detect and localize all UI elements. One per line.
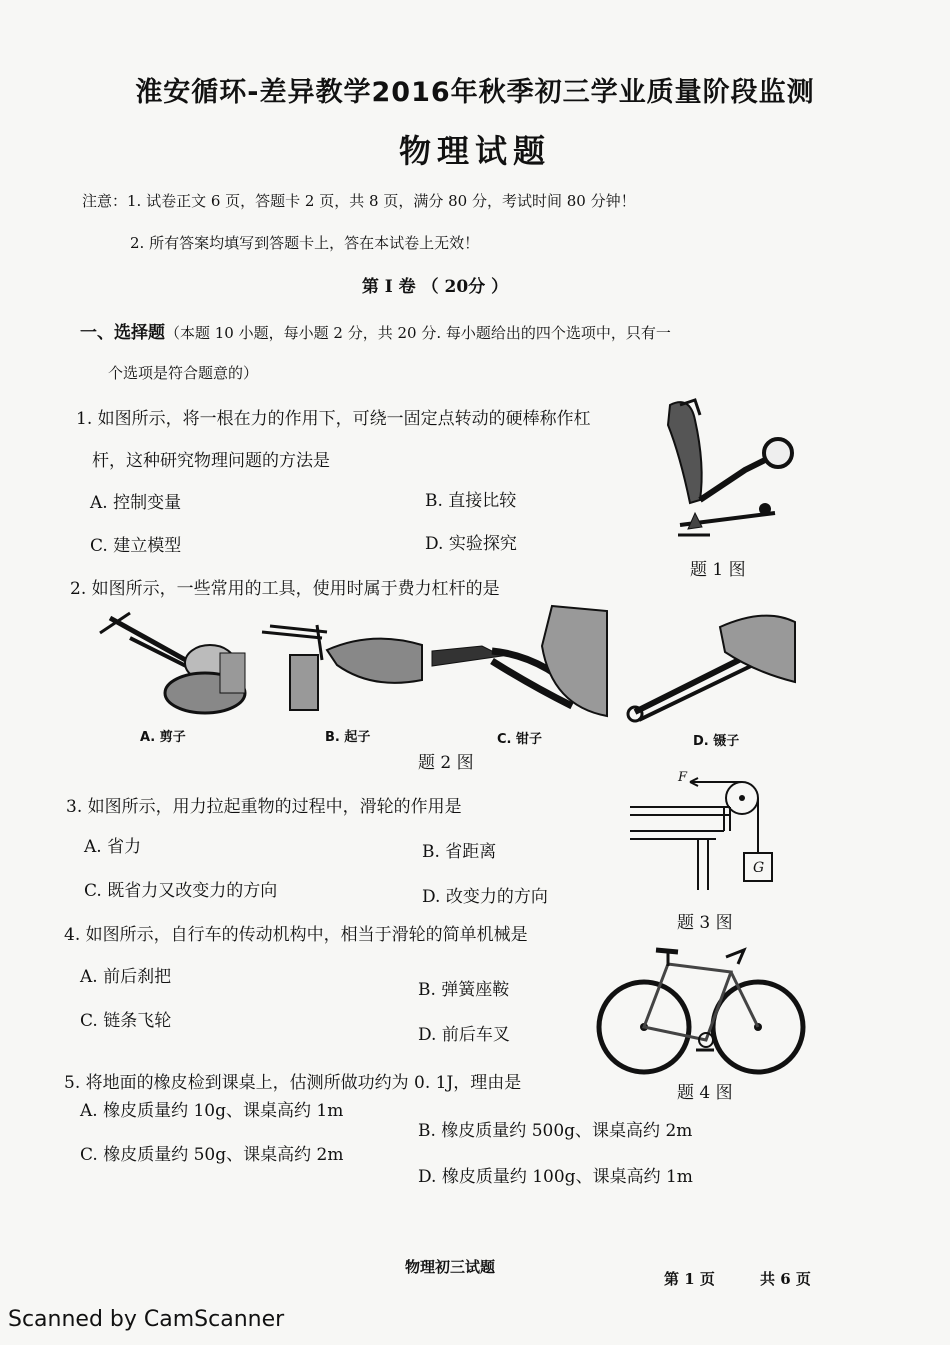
q2-label-b: B. 起子 <box>325 730 371 745</box>
q3-option-b: B. 省距离 <box>422 842 497 862</box>
q2-pliers-figure <box>432 606 612 721</box>
footer-total: 共 6 页 <box>760 1270 811 1288</box>
q1-arm-lever-figure <box>650 395 800 545</box>
q1-option-a: A. 控制变量 <box>90 493 182 513</box>
section-desc-1: （本题 10 小题，每小题 2 分，共 20 分. 每小题给出的四个选项中，只有一 <box>165 324 671 342</box>
q3-option-c: C. 既省力又改变力的方向 <box>84 881 278 901</box>
q4-stem: 4. 如图所示，自行车的传动机构中，相当于滑轮的简单机械是 <box>64 925 528 945</box>
q1-stem-1: 1. 如图所示，将一根在力的作用下，可绕一固定点转动的硬棒称作杠 <box>76 409 591 429</box>
q5-option-c: C. 橡皮质量约 50g、课桌高约 2m <box>80 1145 344 1165</box>
q4-option-a: A. 前后刹把 <box>80 967 172 987</box>
exam-subtitle: 物理试题 <box>398 132 551 170</box>
q5-option-a: A. 橡皮质量约 10g、课桌高约 1m <box>80 1101 344 1121</box>
q3-option-d: D. 改变力的方向 <box>422 887 548 907</box>
q5-stem: 5. 将地面的橡皮检到课桌上，估测所做功约为 0. 1J，理由是 <box>64 1073 522 1093</box>
q1-option-d: D. 实验探究 <box>425 534 517 554</box>
q2-stem: 2. 如图所示，一些常用的工具，使用时属于费力杠杆的是 <box>70 579 500 599</box>
note-line-2: 2. 所有答案均填写到答题卡上，答在本试卷上无效！ <box>130 234 480 252</box>
part-heading: 第 I 卷 （ 20分 ） <box>361 277 509 297</box>
section-title: 一、选择题 <box>80 323 165 343</box>
footer-subject: 物理初三试题 <box>405 1258 496 1276</box>
q2-label-c: C. 钳子 <box>497 732 543 747</box>
q3-stem: 3. 如图所示，用力拉起重物的过程中，滑轮的作用是 <box>66 797 462 817</box>
q4-option-d: D. 前后车叉 <box>418 1025 510 1045</box>
q5-option-b: B. 橡皮质量约 500g、课桌高约 2m <box>418 1121 693 1141</box>
q4-figure-caption: 题 4 图 <box>677 1083 733 1103</box>
q2-scissors-figure <box>90 608 250 718</box>
q1-figure-caption: 题 1 图 <box>690 560 746 580</box>
q1-stem-2: 杆，这种研究物理问题的方法是 <box>92 451 330 471</box>
q3-weight-label: G <box>753 860 765 876</box>
q1-option-b: B. 直接比较 <box>425 491 517 511</box>
q3-force-label: F <box>678 770 688 785</box>
footer-page: 第 1 页 <box>664 1270 715 1288</box>
q2-tweezers-figure <box>625 612 800 722</box>
q3-figure-caption: 题 3 图 <box>677 913 733 933</box>
q2-bottle-opener-figure <box>262 620 427 715</box>
q3-option-a: A. 省力 <box>84 837 142 857</box>
section-desc-2: 个选项是符合题意的） <box>108 364 259 382</box>
q4-option-b: B. 弹簧座鞍 <box>418 980 510 1000</box>
note-line-1: 注意：1. 试卷正文 6 页，答题卡 2 页，共 8 页，满分 80 分，考试时间 80 分钟！ <box>82 192 636 210</box>
q1-option-c: C. 建立模型 <box>90 536 182 556</box>
exam-title: 淮安循环-差异教学2016年秋季初三学业质量阶段监测 <box>135 77 815 108</box>
q2-label-a: A. 剪子 <box>140 730 186 745</box>
q4-bicycle-figure <box>596 942 806 1077</box>
q5-option-d: D. 橡皮质量约 100g、课桌高约 1m <box>418 1167 693 1187</box>
q4-option-c: C. 链条飞轮 <box>80 1011 172 1031</box>
q3-pulley-figure <box>620 765 790 895</box>
q2-figure-caption: 题 2 图 <box>418 753 474 773</box>
scanner-watermark: Scanned by CamScanner <box>8 1307 285 1332</box>
section-heading <box>80 318 671 343</box>
q2-label-d: D. 镊子 <box>693 734 740 749</box>
